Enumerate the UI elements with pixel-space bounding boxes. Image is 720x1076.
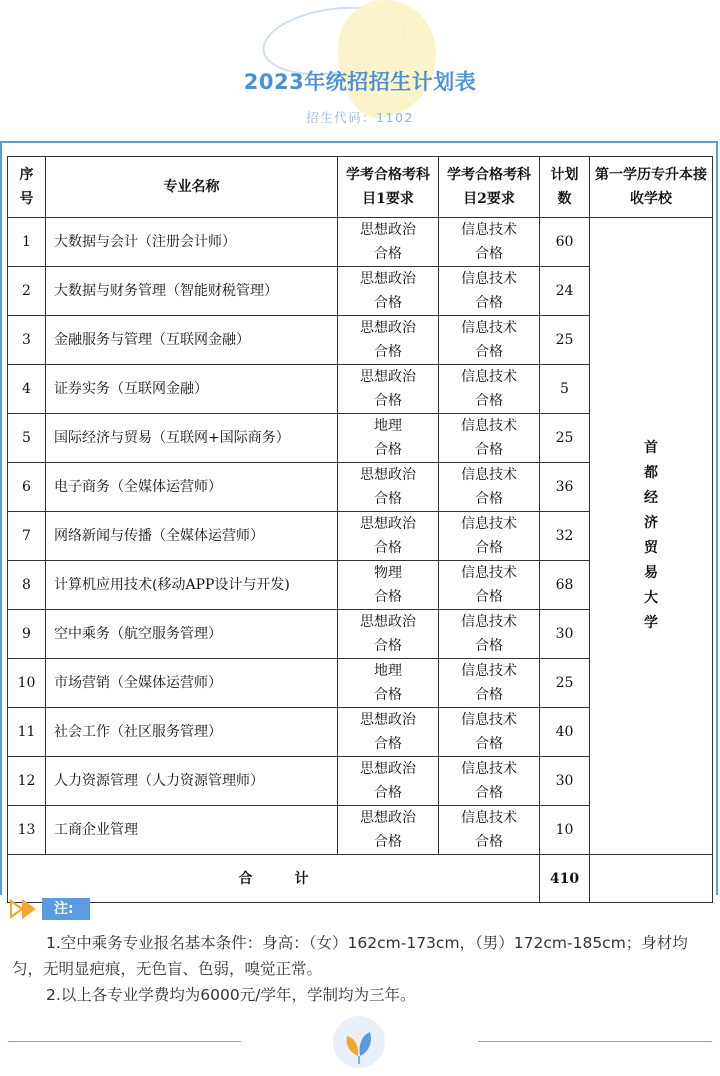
row-major-name: 网络新闻与传播（全媒体运营师） xyxy=(46,512,338,561)
row-subject2 xyxy=(439,218,540,267)
row-plan: 25 xyxy=(540,316,590,365)
row-major-name: 空中乘务（航空服务管理） xyxy=(46,610,338,659)
total-value: 410 xyxy=(540,855,590,903)
row-seq: 6 xyxy=(8,463,46,512)
requirement-line: 合格 xyxy=(374,540,402,556)
row-subject2 xyxy=(439,365,540,414)
row-subject1 xyxy=(338,365,439,414)
requirement-line: 思想政治 xyxy=(360,614,416,630)
requirement-line: 合格 xyxy=(475,589,503,605)
enrollment-plan-table xyxy=(7,156,713,903)
requirement-line: 合格 xyxy=(374,834,402,850)
row-subject2 xyxy=(439,659,540,708)
requirement-line: 合格 xyxy=(475,393,503,409)
row-subject2 xyxy=(439,708,540,757)
requirement-line: 信息技术 xyxy=(461,418,517,434)
row-subject2 xyxy=(439,610,540,659)
receiving-school xyxy=(590,218,713,855)
requirement-line: 合格 xyxy=(475,491,503,507)
row-seq: 13 xyxy=(8,806,46,855)
row-subject2 xyxy=(439,512,540,561)
requirement-line: 信息技术 xyxy=(461,614,517,630)
requirement-line: 地理 xyxy=(374,418,402,434)
total-label: 合 计 xyxy=(8,855,540,903)
row-subject2 xyxy=(439,806,540,855)
requirement-line: 信息技术 xyxy=(461,271,517,287)
row-subject1 xyxy=(338,659,439,708)
row-major-name: 计算机应用技术(移动APP设计与开发) xyxy=(46,561,338,610)
requirement-line: 思想政治 xyxy=(360,516,416,532)
requirement-line: 思想政治 xyxy=(360,810,416,826)
note-header xyxy=(10,898,90,920)
row-seq: 12 xyxy=(8,757,46,806)
play-arrow-icon xyxy=(22,899,36,919)
notes-section xyxy=(12,930,708,1008)
requirement-line: 信息技术 xyxy=(461,369,517,385)
requirement-line: 合格 xyxy=(374,638,402,654)
requirement-line: 合格 xyxy=(374,295,402,311)
requirement-line: 地理 xyxy=(374,663,402,679)
total-row xyxy=(8,855,713,903)
requirement-line: 思想政治 xyxy=(360,222,416,238)
requirement-line: 合格 xyxy=(374,589,402,605)
row-subject1 xyxy=(338,610,439,659)
requirement-line: 思想政治 xyxy=(360,712,416,728)
requirement-line: 合格 xyxy=(475,246,503,262)
row-plan: 25 xyxy=(540,659,590,708)
requirement-line: 合格 xyxy=(374,442,402,458)
row-subject1 xyxy=(338,463,439,512)
requirement-line: 合格 xyxy=(475,785,503,801)
requirement-line: 思想政治 xyxy=(360,320,416,336)
requirement-line: 合格 xyxy=(475,442,503,458)
row-seq: 10 xyxy=(8,659,46,708)
row-seq: 8 xyxy=(8,561,46,610)
requirement-line: 合格 xyxy=(475,687,503,703)
requirement-line: 信息技术 xyxy=(461,810,517,826)
table-row xyxy=(8,218,713,267)
requirement-line: 合格 xyxy=(475,834,503,850)
row-seq: 7 xyxy=(8,512,46,561)
row-major-name: 国际经济与贸易（互联网+国际商务） xyxy=(46,414,338,463)
requirement-line: 合格 xyxy=(374,736,402,752)
row-seq: 9 xyxy=(8,610,46,659)
row-seq: 1 xyxy=(8,218,46,267)
row-plan: 10 xyxy=(540,806,590,855)
row-plan: 32 xyxy=(540,512,590,561)
row-subject1 xyxy=(338,267,439,316)
header-subject2: 学考合格考科目2要求 xyxy=(439,157,540,218)
row-subject2 xyxy=(439,316,540,365)
row-subject1 xyxy=(338,414,439,463)
row-subject2 xyxy=(439,463,540,512)
header-major: 专业名称 xyxy=(46,157,338,218)
row-seq: 2 xyxy=(8,267,46,316)
requirement-line: 信息技术 xyxy=(461,222,517,238)
requirement-line: 信息技术 xyxy=(461,320,517,336)
requirement-line: 合格 xyxy=(475,736,503,752)
row-subject1 xyxy=(338,757,439,806)
decorative-bubble-yellow xyxy=(338,0,436,118)
row-plan: 25 xyxy=(540,414,590,463)
requirement-line: 信息技术 xyxy=(461,516,517,532)
total-empty-cell xyxy=(590,855,713,903)
row-subject1 xyxy=(338,316,439,365)
footer-divider-right xyxy=(478,1041,712,1042)
row-subject2 xyxy=(439,267,540,316)
row-plan: 40 xyxy=(540,708,590,757)
row-seq: 5 xyxy=(8,414,46,463)
row-plan: 24 xyxy=(540,267,590,316)
row-major-name: 市场营销（全媒体运营师） xyxy=(46,659,338,708)
row-major-name: 工商企业管理 xyxy=(46,806,338,855)
requirement-line: 思想政治 xyxy=(360,467,416,483)
note-label: 注: xyxy=(42,898,90,920)
table-header-row xyxy=(8,157,713,218)
requirement-line: 合格 xyxy=(374,687,402,703)
requirement-line: 合格 xyxy=(374,785,402,801)
requirement-line: 信息技术 xyxy=(461,467,517,483)
requirement-line: 物理 xyxy=(374,565,402,581)
row-subject2 xyxy=(439,561,540,610)
requirement-line: 合格 xyxy=(374,393,402,409)
row-subject1 xyxy=(338,218,439,267)
row-major-name: 证券实务（互联网金融） xyxy=(46,365,338,414)
row-plan: 68 xyxy=(540,561,590,610)
row-major-name: 电子商务（全媒体运营师） xyxy=(46,463,338,512)
requirement-line: 合格 xyxy=(374,246,402,262)
header-plan: 计划数 xyxy=(540,157,590,218)
row-major-name: 大数据与财务管理（智能财税管理） xyxy=(46,267,338,316)
note-item: 2.以上各专业学费均为6000元/学年，学制均为三年。 xyxy=(46,986,416,1004)
row-subject1 xyxy=(338,806,439,855)
row-seq: 3 xyxy=(8,316,46,365)
requirement-line: 信息技术 xyxy=(461,565,517,581)
page-title: 2023年统招招生计划表 xyxy=(243,70,477,94)
row-plan: 30 xyxy=(540,757,590,806)
row-plan: 36 xyxy=(540,463,590,512)
header-seq: 序号 xyxy=(8,157,46,218)
row-major-name: 大数据与会计（注册会计师） xyxy=(46,218,338,267)
sprout-icon xyxy=(333,1016,385,1068)
requirement-line: 信息技术 xyxy=(461,663,517,679)
header-subject1: 学考合格考科目1要求 xyxy=(338,157,439,218)
row-subject1 xyxy=(338,561,439,610)
row-plan: 30 xyxy=(540,610,590,659)
requirement-line: 思想政治 xyxy=(360,271,416,287)
enrollment-code: 招生代码：1102 xyxy=(306,110,414,125)
row-seq: 11 xyxy=(8,708,46,757)
row-subject2 xyxy=(439,414,540,463)
receiving-school-name: 首都经济贸易大学 xyxy=(644,440,658,631)
play-arrow-icon xyxy=(10,899,24,919)
row-major-name: 社会工作（社区服务管理） xyxy=(46,708,338,757)
requirement-line: 思想政治 xyxy=(360,761,416,777)
footer-divider-left xyxy=(8,1041,241,1042)
requirement-line: 信息技术 xyxy=(461,712,517,728)
row-plan: 5 xyxy=(540,365,590,414)
row-subject2 xyxy=(439,757,540,806)
row-subject1 xyxy=(338,708,439,757)
row-plan: 60 xyxy=(540,218,590,267)
row-seq: 4 xyxy=(8,365,46,414)
note-item: 1.空中乘务专业报名基本条件：身高：（女）162cm-173cm，（男）172cm-185cm；身材均匀，无明显疤痕，无色盲、色弱，嗅觉正常。 xyxy=(12,934,688,978)
requirement-line: 合格 xyxy=(475,295,503,311)
row-major-name: 人力资源管理（人力资源管理师） xyxy=(46,757,338,806)
row-major-name: 金融服务与管理（互联网金融） xyxy=(46,316,338,365)
requirement-line: 信息技术 xyxy=(461,761,517,777)
requirement-line: 合格 xyxy=(475,344,503,360)
row-subject1 xyxy=(338,512,439,561)
header-school: 第一学历专升本接收学校 xyxy=(590,157,713,218)
requirement-line: 合格 xyxy=(374,344,402,360)
requirement-line: 合格 xyxy=(475,540,503,556)
requirement-line: 合格 xyxy=(475,638,503,654)
requirement-line: 思想政治 xyxy=(360,369,416,385)
requirement-line: 合格 xyxy=(374,491,402,507)
